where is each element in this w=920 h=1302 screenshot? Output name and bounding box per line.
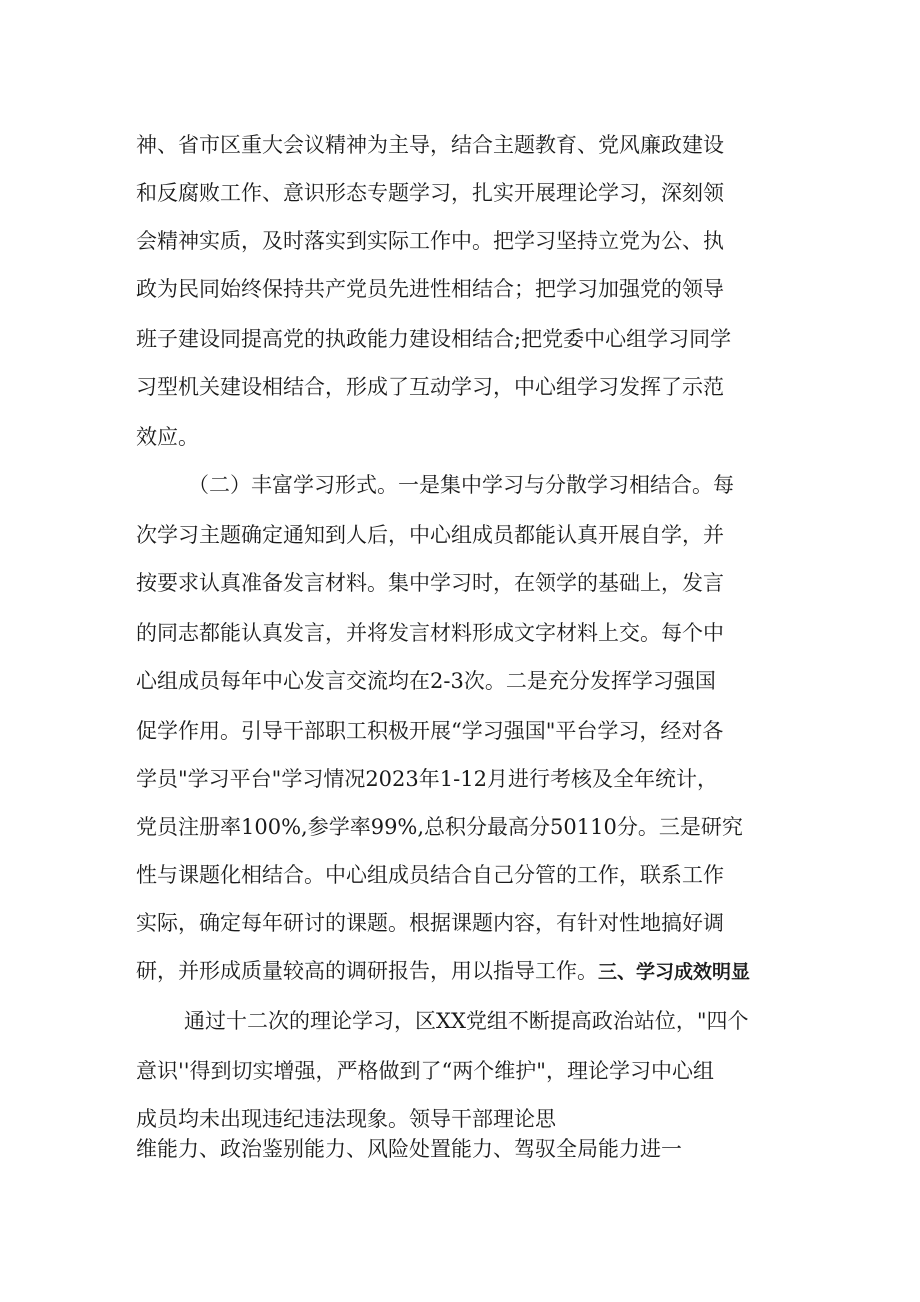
section-three-line-1: 通过十二次的理论学习，区XX党组不断提高政治站位，"四个 [184,1009,749,1033]
text-line-20: 意识''得到切实增强，严格做到了“两个维护"，理论学习中心组 [136,1059,714,1083]
section-three-heading: 三、学习成效明显 [598,961,751,983]
section-two-line-1: （二）丰富学习形式。一是集中学习与分散学习相结合。每 [188,473,734,497]
text-line-22: 维能力、政治鉴别能力、风险处置能力、驾驭全局能力进一 [136,1137,682,1161]
text-line-5: 班子建设同提高党的执政能力建设相结合;把党委中心组学习同学 [136,327,732,351]
text-line-18-body: 研，并形成质量较高的调研报告，用以指导工作。 [136,959,598,983]
text-line-9: 次学习主题确定通知到人后，中心组成员都能认真开展自学，并 [136,523,724,547]
text-line-3: 会精神实质，及时落实到实际工作中。把学习坚持立党为公、执 [136,229,724,253]
text-line-14: 学员"学习平台"学习情况2023年1-12月进行考核及全年统计， [136,767,718,791]
text-line-1: 神、省市区重大会议精神为主导，结合主题教育、党风廉政建设 [136,133,724,157]
text-line-16: 性与课题化相结合。中心组成员结合自己分管的工作，联系工作 [136,863,724,887]
text-line-7: 效应。 [136,425,199,449]
text-line-11: 的同志都能认真发言，并将发言材料形成文字材料上交。每个中 [136,621,724,645]
text-line-18 [136,956,796,987]
text-line-12: 心组成员每年中心发言交流均在2-3次。二是充分发挥学习强国 [136,669,716,693]
text-line-4: 政为民同始终保持共产党员先进性相结合；把学习加强党的领导 [136,277,724,301]
text-line-6: 习型机关建设相结合，形成了互动学习，中心组学习发挥了示范 [136,375,724,399]
text-line-17: 实际，确定每年研讨的课题。根据课题内容，有针对性地搞好调 [136,911,724,935]
text-line-13: 促学作用。引导干部职工积极开展“学习强国"平台学习，经对各 [136,719,724,743]
text-line-2: 和反腐败工作、意识形态专题学习，扎实开展理论学习，深刻领 [136,181,724,205]
text-line-15: 党员注册率100%,参学率99%,总积分最高分50110分。三是研究 [136,815,743,839]
text-line-10: 按要求认真准备发言材料。集中学习时，在领学的基础上，发言 [136,571,724,595]
text-line-21: 成员均未出现违纪违法现象。领导干部理论思 [136,1107,556,1131]
